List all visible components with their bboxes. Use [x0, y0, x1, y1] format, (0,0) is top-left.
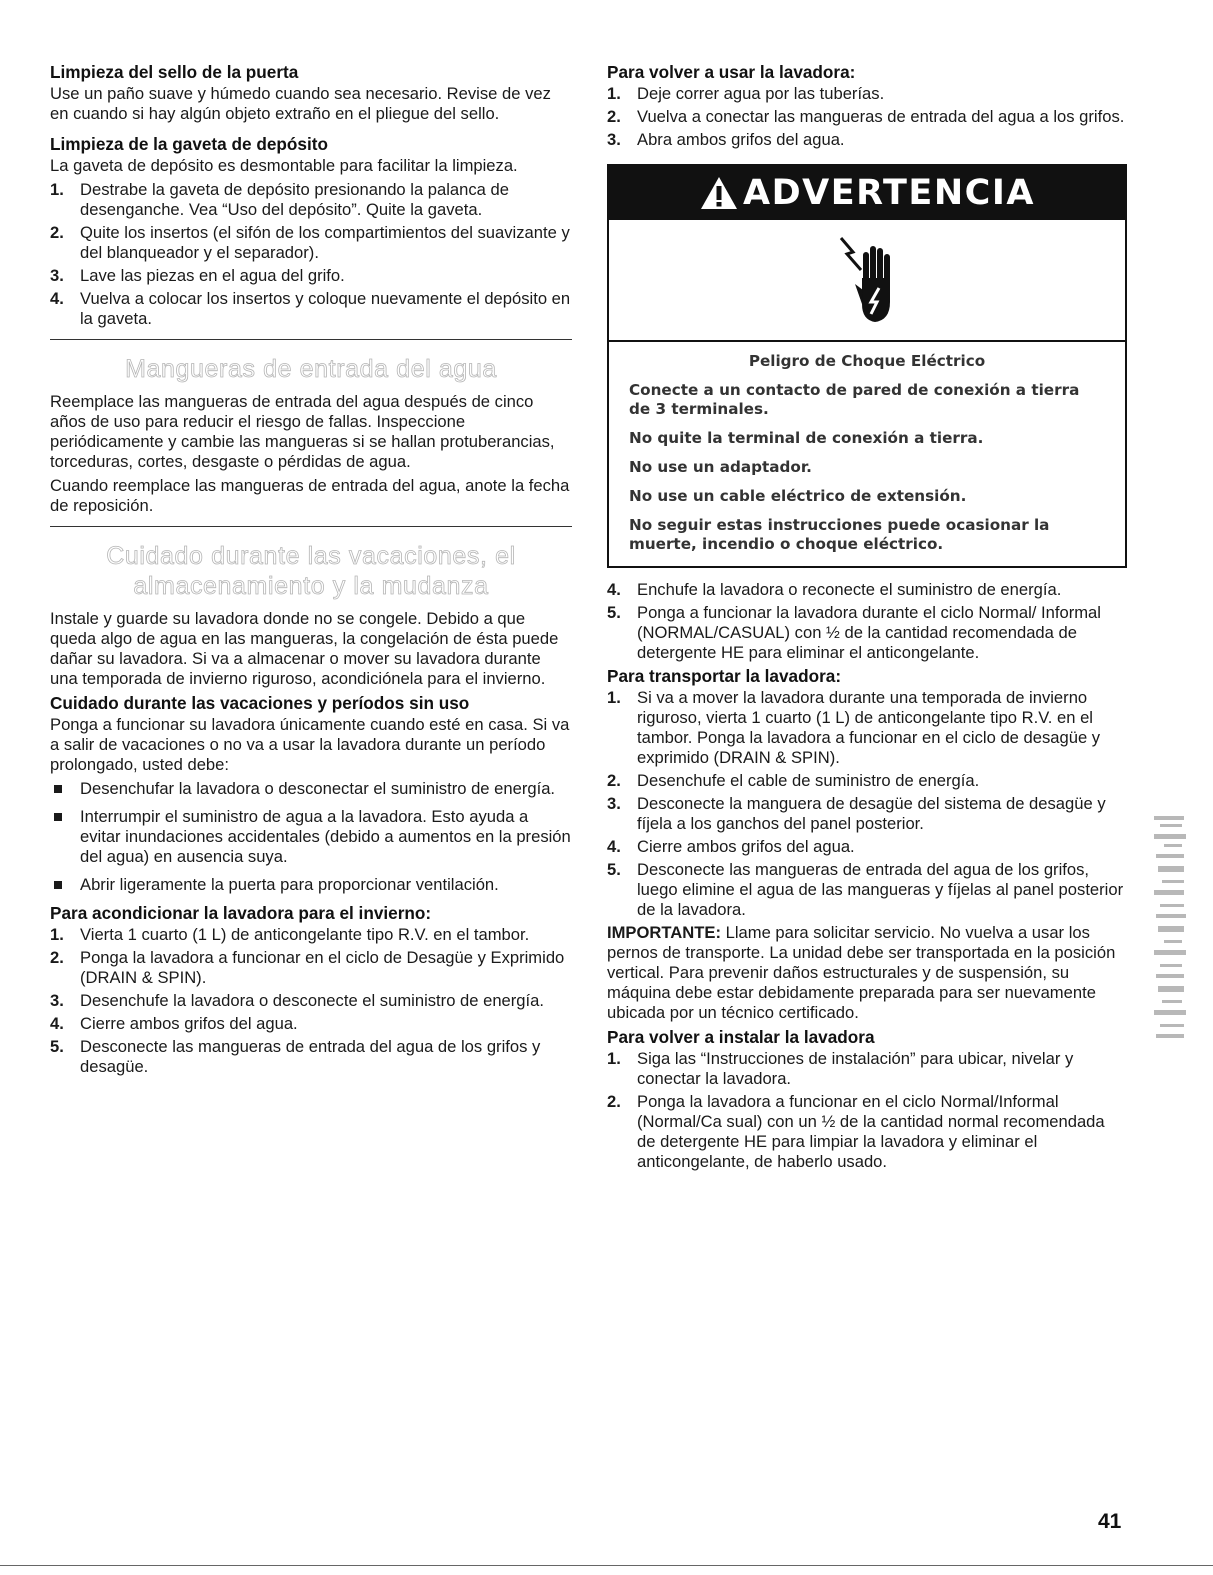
right-column — [607, 62, 1127, 1175]
seal-text: Use un paño suave y húmedo cuando sea necesario. Revise de vez en cuando si hay algún objeto extraño en el pliegue del sello. — [50, 84, 551, 123]
list-item: 1. Vierta 1 cuarto (1 L) de anticongelante tipo R.V. en el tambor. — [50, 925, 530, 944]
list-item: 1. Destrabe la gaveta de depósito presionando la palanca de desenganche. Vea “Uso del depósito”. Quite la gaveta. — [50, 180, 509, 219]
list-item: 5. Desconecte las mangueras de entrada del agua de los grifos y desagüe. — [50, 1037, 541, 1076]
vacation-heading: Cuidado durante las vacaciones y períodos sin uso — [50, 693, 470, 713]
list-item: 3. Desenchufe la lavadora o desconecte el suministro de energía. — [50, 991, 544, 1010]
drawer-text: La gaveta de depósito es desmontable para facilitar la limpieza. — [50, 156, 518, 175]
list-item: 5. Ponga a funcionar la lavadora durante el ciclo Normal/ Informal (NORMAL/CASUAL) con ½ de la cantidad recomendada de detergente HE para eliminar el anticongelante. — [607, 603, 1101, 662]
list-item: Interrumpir el suministro de agua a la lavadora. Esto ayuda a evitar inundaciones accidentales (debido a aumentos en la presión del agua) en ausencia suya. — [50, 807, 572, 867]
page-number: 41 — [1098, 1510, 1122, 1533]
vacation-bullets — [50, 779, 572, 895]
list-item: 1. Deje correr agua por las tuberías. — [607, 84, 885, 103]
list-item: 3. Lave las piezas en el agua del grifo. — [50, 266, 345, 285]
bullet-icon — [54, 785, 62, 793]
list-item: Desenchufar la lavadora o desconectar el suministro de energía. — [50, 779, 572, 799]
reinstall-steps — [607, 1049, 1127, 1172]
list-item: 2. Ponga la lavadora a funcionar en el ciclo Normal/Informal (Normal/Ca sual) con un ½ de la cantidad normal recomendada de detergente HE para limpiar la lavadora y eliminar el anticongelante, de haberlo usado. — [607, 1092, 1105, 1171]
warning-title: Peligro de Choque Eléctrico — [748, 352, 986, 370]
vacation-text: Ponga a funcionar su lavadora únicamente cuando esté en casa. Si va a salir de vacaciones o no va a usar la lavadora durante un período prolongado, usted debe: — [50, 715, 570, 774]
warning-body — [609, 342, 1125, 566]
warning-header: ADVERTENCIA — [609, 166, 1125, 220]
care-section-title: Cuidado durante las vacaciones, el almacenamiento y la mudanza — [106, 542, 516, 600]
warning-line: Conecte a un contacto de pared de conexión a tierra de 3 terminales. — [629, 381, 1080, 418]
care-text: Instale y guarde su lavadora donde no se congele. Debido a que queda algo de agua en las mangueras, la congelación de ésta puede dañar su lavadora. Si va a almacenar o mover su lavadora durante una temporada de invierno riguroso, acondiciónela para el invierno. — [50, 609, 559, 688]
left-column — [50, 62, 572, 1080]
section-divider — [50, 526, 572, 527]
seal-heading: Limpieza del sello de la puerta — [50, 62, 299, 82]
list-item: 1. Si va a mover la lavadora durante una temporada de invierno riguroso, vierta 1 cuarto (1 L) de anticongelante tipo R.V. en el tambor. Ponga la lavadora a funcionar en el ciclo de desagüe y exprimido (DRAIN & SPIN). — [607, 688, 1101, 767]
warning-triangle-icon — [699, 175, 739, 211]
list-item: Abrir ligeramente la puerta para proporcionar ventilación. — [50, 875, 572, 895]
list-item: 2. Vuelva a conectar las mangueras de entrada del agua a los grifos. — [607, 107, 1125, 126]
reuse-heading: Para volver a usar la lavadora: — [607, 62, 856, 82]
reuse-steps-continued — [607, 580, 1127, 663]
list-item: 2. Desenchufe el cable de suministro de energía. — [607, 771, 980, 790]
list-item: 5. Desconecte las mangueras de entrada del agua de los grifos, luego elimine el agua de las mangueras y fíjelas al panel posterior de la lavadora. — [607, 860, 1124, 919]
list-item: 2. Ponga la lavadora a funcionar en el ciclo de Desagüe y Exprimido (DRAIN & SPIN). — [50, 948, 565, 987]
warning-line: No seguir estas instrucciones puede ocasionar la muerte, incendio o choque eléctrico. — [629, 516, 1050, 553]
warning-line: No use un adaptador. — [629, 458, 812, 476]
warning-line: No quite la terminal de conexión a tierra. — [629, 429, 984, 447]
side-tab-mark-icon — [1150, 810, 1192, 1050]
reuse-steps — [607, 84, 1127, 150]
warning-line: No use un cable eléctrico de extensión. — [629, 487, 967, 505]
list-item: 3. Abra ambos grifos del agua. — [607, 130, 845, 149]
list-item: 2. Quite los insertos (el sifón de los compartimientos del suavizante y del blanqueador y el separador). — [50, 223, 570, 262]
winter-heading: Para acondicionar la lavadora para el invierno: — [50, 903, 432, 923]
section-divider — [50, 339, 572, 340]
transport-steps — [607, 688, 1127, 920]
reinstall-heading: Para volver a instalar la lavadora — [607, 1027, 875, 1047]
warning-box — [607, 164, 1127, 568]
hoses-text-2: Cuando reemplace las mangueras de entrada del agua, anote la fecha de reposición. — [50, 476, 570, 515]
bullet-icon — [54, 813, 62, 821]
bottom-divider — [0, 1565, 1213, 1566]
drawer-heading: Limpieza de la gaveta de depósito — [50, 134, 328, 154]
transport-heading: Para transportar la lavadora: — [607, 666, 842, 686]
drawer-steps — [50, 180, 572, 329]
hoses-section-title: Mangueras de entrada del agua — [125, 355, 497, 383]
hoses-text-1: Reemplace las mangueras de entrada del agua después de cinco años de uso para reducir el riesgo de fallas. Inspeccione periódicamente y cambie las mangueras si se hallan protuberancias, torceduras, cortes, desgaste o pérdidas de agua. — [50, 392, 555, 471]
bullet-icon — [54, 881, 62, 889]
important-note: IMPORTANTE: Llame para solicitar servicio. No vuelva a usar los pernos de transporte. La unidad debe ser transportada en la posición vertical. Para prevenir daños estructurales y de suspensión, su máquina debe estar debidamente preparada para ser nuevamente ubicada por un técnico certificado. — [607, 923, 1116, 1022]
list-item: 4. Cierre ambos grifos del agua. — [50, 1014, 298, 1033]
list-item: 1. Siga las “Instrucciones de instalación” para ubicar, nivelar y conectar la lavadora. — [607, 1049, 1074, 1088]
winter-steps — [50, 925, 572, 1077]
electric-shock-hand-icon — [609, 220, 1125, 342]
list-item: 4. Cierre ambos grifos del agua. — [607, 837, 855, 856]
list-item: 4. Vuelva a colocar los insertos y coloque nuevamente el depósito en la gaveta. — [50, 289, 571, 328]
list-item: 3. Desconecte la manguera de desagüe del sistema de desagüe y fíjela a los ganchos del panel posterior. — [607, 794, 1106, 833]
list-item: 4. Enchufe la lavadora o reconecte el suministro de energía. — [607, 580, 1062, 599]
